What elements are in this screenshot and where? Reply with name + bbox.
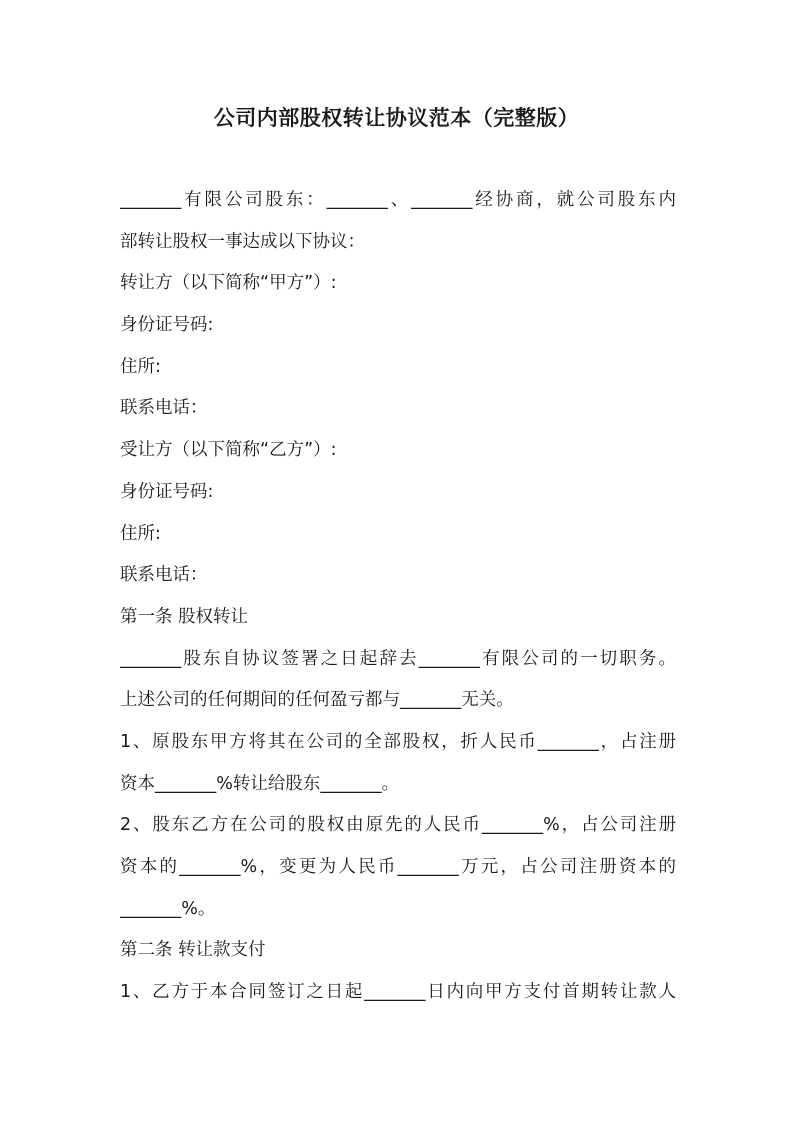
document-title: 公司内部股权转让协议范本（完整版） [213, 106, 580, 130]
paragraph-line: _______有限公司股东：_______、_______经协商，就公司股东内 [120, 190, 676, 210]
document-body [120, 180, 676, 1014]
paragraph-line: _______%。 [120, 898, 216, 919]
phone-label: 联系电话： [120, 565, 208, 586]
paragraph-line: 资本的_______%，变更为人民币_______万元，占公司注册资本的 [120, 857, 676, 877]
paragraph-line: 1、原股东甲方将其在公司的全部股权，折人民币_______，占注册 [120, 731, 676, 752]
transferor-heading: 转让方（以下简称“甲方”）: [120, 273, 337, 294]
transferee-heading: 受让方（以下简称“乙方”）: [120, 440, 337, 461]
address-label: 住所: [120, 356, 161, 377]
paragraph-line: 2、股东乙方在公司的股权由原先的人民币_______%，占公司注册 [120, 815, 676, 836]
phone-label: 联系电话： [120, 398, 208, 419]
paragraph-line: 部转让股权一事达成以下协议： [120, 231, 365, 252]
paragraph-line: 资本_______%转让给股东_______。 [120, 773, 400, 794]
article-2-heading: 第二条 转让款支付 [120, 940, 266, 961]
article-1-heading: 第一条 股权转让 [120, 606, 249, 627]
id-number-label: 身份证号码: [120, 481, 214, 502]
paragraph-line: 1、乙方于本合同签订之日起_______日内向甲方支付首期转让款人 [120, 982, 676, 1003]
paragraph-line: 上述公司的任何期间的任何盈亏都与_______无关。 [120, 690, 514, 711]
paragraph-line: _______股东自协议签署之日起辞去_______有限公司的一切职务。 [120, 648, 676, 669]
id-number-label: 身份证号码: [120, 315, 214, 336]
address-label: 住所: [120, 523, 161, 544]
